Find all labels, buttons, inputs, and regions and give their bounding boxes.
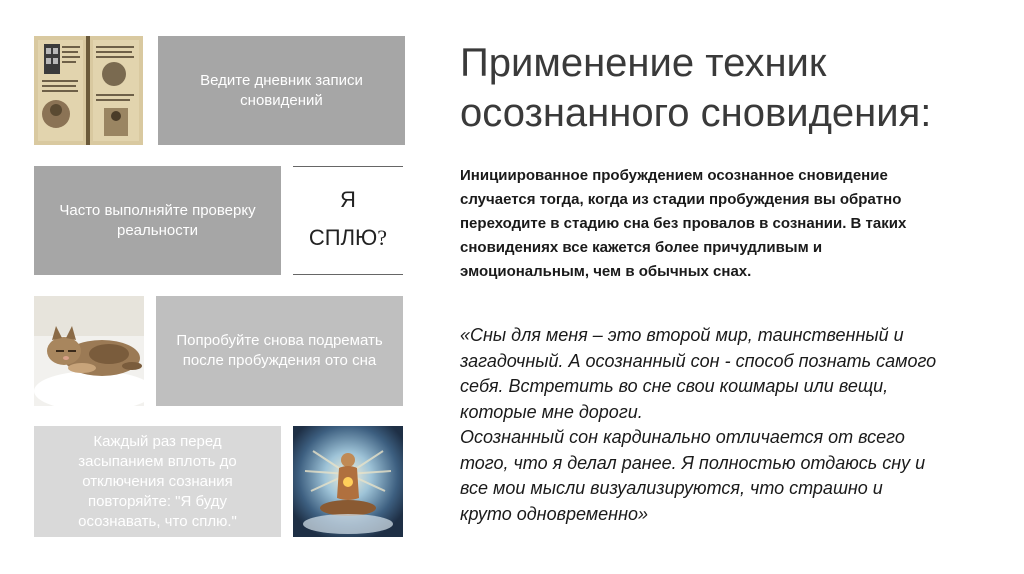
dream-diary-image [34,36,143,145]
paragraph-line: случается тогда, когда из стадии пробуждения вы обратно [460,191,902,208]
tip-text-line: засыпанием вплоть до [78,452,237,470]
quote-line: круто одновременно» [460,503,648,524]
title-line: осознанного сновидения: [460,91,932,135]
sleep-card-splyu [293,225,403,251]
tip-text-line: осознавать, что сплю." [78,512,237,530]
tip-nap-again [156,296,403,406]
tip-text-line: Ведите дневник записи [200,71,363,89]
title-line: Применение техник [460,41,827,85]
paragraph-line: сновидениях все кажется более причудливым и [460,239,823,256]
paragraph-line: переходите в стадию сна без провалов в сознании. В таких [460,215,907,232]
quote-line: того, что я делал ранее. Я полностью отдаюсь сну и [460,452,926,473]
tip-text-line: повторяйте: "Я буду [87,492,228,510]
paragraph-line: эмоциональным, чем в обычных снах. [460,263,752,280]
tip-dream-diary [158,36,405,145]
quote-line: Осознанный сон кардинально отличается от всего [460,427,905,447]
tip-text-line: реальности [117,221,198,239]
sleeping-cat-image [34,296,144,406]
tip-text-line: сновидений [240,91,323,109]
slide-title [460,38,1000,138]
tip-text-line: после пробуждения ото сна [182,352,377,369]
dreamer-quote [460,323,1005,527]
tip-text-line: Часто выполняйте проверку [59,201,256,219]
quote-line: загадочный. А осознанный сон - способ познать самого [460,350,937,371]
am-i-asleep-card [293,166,403,275]
tip-text-line: отключения сознания [82,472,233,490]
quote-line: себя. Встретить во сне свои кошмары или вещи, [460,376,889,396]
quote-line: все мои мысли визуализируются, что страшно и [460,478,883,498]
paragraph-line: Инициированное пробуждением осознанное сновидение [460,167,888,184]
quote-line: «Сны для меня – это второй мир, таинственный и [460,325,904,345]
tip-reality-check [34,166,281,275]
tip-text-line: Каждый раз перед [93,432,222,450]
cosmic-meditation-image [293,426,403,537]
sleep-card-word: СПЛЮ [308,225,378,250]
tip-affirmation [34,426,281,537]
sleep-card-ya: Я [340,187,356,212]
tip-text-line: Попробуйте снова подремать [176,332,383,349]
sleep-card-question: ? [377,225,388,250]
description-paragraph [460,164,990,284]
quote-line: которые мне дороги. [460,401,643,422]
